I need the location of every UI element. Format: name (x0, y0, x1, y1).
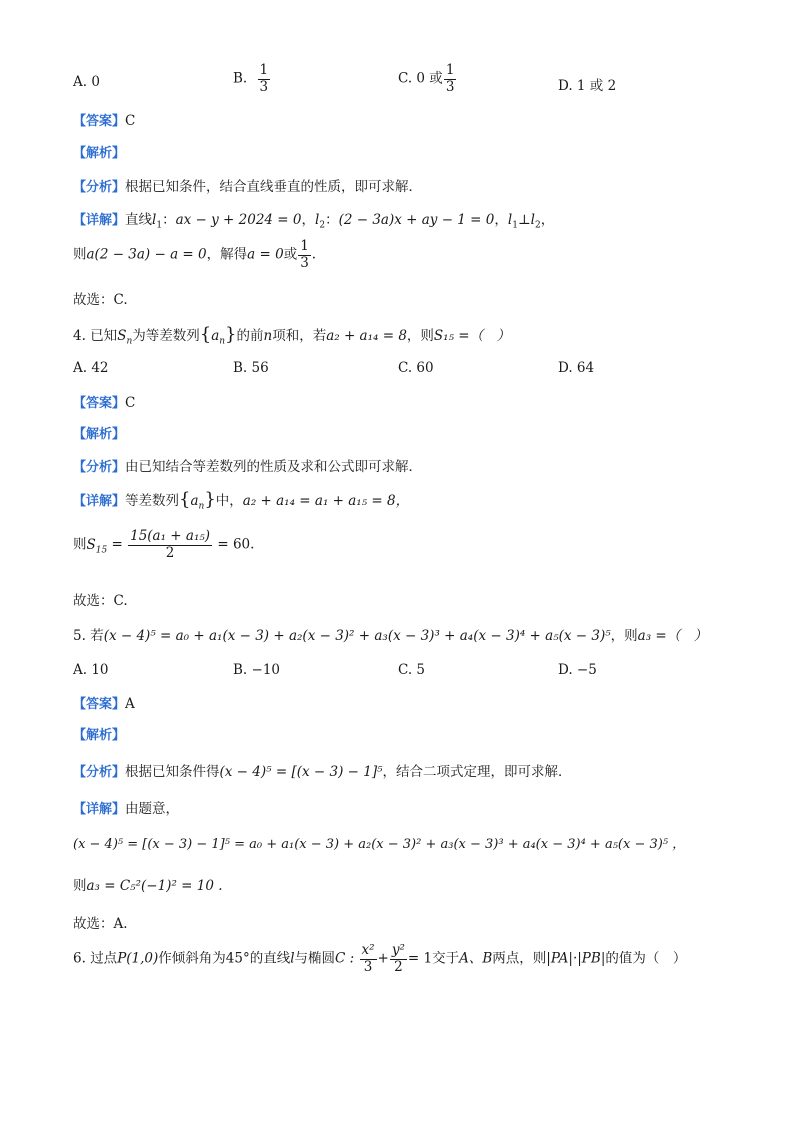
q4-option-c: C. 60 (398, 360, 434, 376)
q5-detail-eq: (x − 4)⁵ = [(x − 3) − 1]⁵ = a₀ + a₁(x − 3) + a₂(x − 3)² + a₃(x − 3)³ + a₄(x − 3)⁴ + a₅(x − 3)⁵ ， (73, 837, 686, 852)
q5-fenxi: 【分析】根据已知条件得(x − 4)⁵ = [(x − 3) − 1]⁵，结合二项式定理，即可求解． (73, 764, 572, 780)
q3-analysis-header: 【解析】 (73, 146, 126, 161)
q4-detail-2: 则$S_{15}$ = $\frac{\text{15(a₁ + a₁₅)}}{2}$ = 60. (73, 528, 255, 561)
q3-fenxi: 【分析】根据已知条件，结合直线垂直的性质，即可求解． (73, 179, 423, 195)
q5-answer: 【答案】A (73, 696, 135, 712)
q3-detail-1: 【详解】直线$l_1$：ax − y + 2024 = 0，$l_2$：(2 − 3a)x + ay − 1 = 0，$l_1\perp l_2$， (73, 212, 555, 231)
q5-analysis-header: 【解析】 (73, 728, 126, 743)
q5-detail-intro: 【详解】由题意， (73, 801, 180, 817)
q5-option-d: D. −5 (558, 662, 597, 678)
q4-stem: 4. 已知$S_n$为等差数列$\{a_n\}$的前n项和，若a₂ + a₁₄ = 8，则S₁₅ =（ ） (73, 324, 511, 347)
q4-fenxi: 【分析】由已知结合等差数列的性质及求和公式即可求解． (73, 459, 423, 475)
q4-choice: 故选：C. (73, 593, 128, 609)
q5-choice: 故选：A. (73, 916, 128, 932)
q3-option-b: B. $\frac{1}{3}$ (233, 62, 269, 95)
q5-option-c: C. 5 (398, 662, 426, 678)
q3-option-c: C. 0 或 $\frac{1}{3}$ (398, 62, 455, 95)
q5-option-a: A. 10 (73, 662, 109, 678)
q5-stem: 5. 若(x − 4)⁵ = a₀ + a₁(x − 3) + a₂(x − 3)² + a₃(x − 3)³ + a₄(x − 3)⁴ + a₅(x − 3)⁵，则a₃ =（ ） (73, 628, 708, 644)
q5-detail-2: 则a₃ = C₅²(−1)² = 10 . (73, 878, 223, 894)
q4-option-d: D. 64 (558, 360, 595, 376)
q4-analysis-header: 【解析】 (73, 427, 126, 442)
q3-detail-2: 则a(2 − 3a) − a = 0，解得a = 0或 $\frac{1}{3}$ . (73, 238, 317, 271)
q6-stem: 6. 过点P(1,0)作倾斜角为45°的直线l与椭圆C : $\frac{\text{x²}}{3}$ + $\frac{\text{y²}}{2}$ = 1交于A、B两点，则|PA|·|PB|的值为（ ） (73, 942, 687, 975)
q4-detail-1: 【详解】等差数列$\{a_n\}$中，a₂ + a₁₄ = a₁ + a₁₅ = 8， (73, 489, 410, 512)
q4-option-b: B. 56 (233, 360, 269, 376)
q3-answer: 【答案】C (73, 113, 136, 129)
q3-choice: 故选：C. (73, 292, 128, 308)
q4-option-a: A. 42 (73, 360, 109, 376)
q5-option-b: B. −10 (233, 662, 280, 678)
q3-option-d: D. 1 或 2 (558, 78, 617, 94)
q4-answer: 【答案】C (73, 395, 136, 411)
q3-option-a: A. 0 (73, 74, 100, 90)
